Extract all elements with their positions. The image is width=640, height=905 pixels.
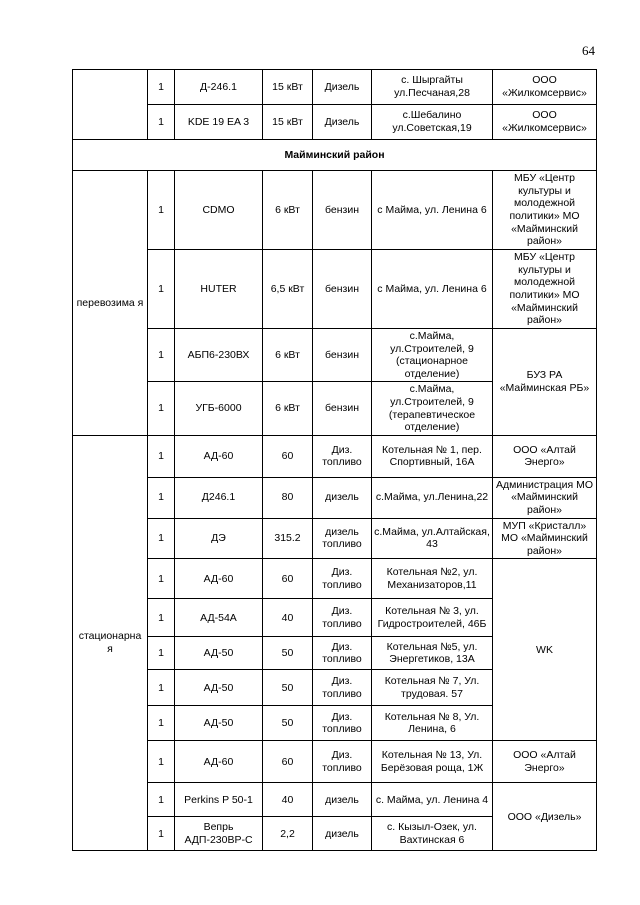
location-cell: с.Майма, ул.Алтайская, 43: [372, 518, 493, 559]
model-cell: Вепрь АДП-230ВР-С: [175, 817, 263, 851]
model-cell: АБП6-230ВХ: [175, 329, 263, 382]
fuel-cell: Диз. топливо: [313, 559, 372, 599]
model-cell: АД-60: [175, 741, 263, 783]
power-cell: 50: [263, 670, 313, 706]
model-cell: ДЭ: [175, 518, 263, 559]
location-cell: Котельная № 1, пер. Спортивный, 16А: [372, 435, 493, 477]
qty-cell: 1: [148, 329, 175, 382]
location-cell: с.Майма, ул.Ленина,22: [372, 477, 493, 518]
table-row: [73, 250, 597, 329]
owner-cell: Администрация МО «Майминский район»: [493, 477, 597, 518]
model-cell: АД-60: [175, 435, 263, 477]
qty-cell: 1: [148, 250, 175, 329]
fuel-cell: Диз. топливо: [313, 741, 372, 783]
type-cell-stationary: стационарна я: [73, 435, 148, 851]
power-cell: 15 кВт: [263, 70, 313, 105]
fuel-cell: бензин: [313, 171, 372, 250]
model-cell: АД-50: [175, 670, 263, 706]
type-cell-mobile: перевозима я: [73, 171, 148, 436]
fuel-cell: Диз. топливо: [313, 435, 372, 477]
qty-cell: 1: [148, 670, 175, 706]
qty-cell: 1: [148, 171, 175, 250]
location-cell: с Майма, ул. Ленина 6: [372, 250, 493, 329]
power-cell: 50: [263, 706, 313, 741]
table-row: [73, 329, 597, 382]
power-cell: 40: [263, 783, 313, 817]
generator-table: [72, 69, 597, 851]
power-cell: 315.2: [263, 518, 313, 559]
owner-cell: МУП «Кристалл» МО «Майминский район»: [493, 518, 597, 559]
power-cell: 80: [263, 477, 313, 518]
qty-cell: 1: [148, 783, 175, 817]
owner-cell: ООО «Алтай Энерго»: [493, 741, 597, 783]
owner-cell-shared: ООО «Дизель»: [493, 783, 597, 851]
model-cell: CDMO: [175, 171, 263, 250]
qty-cell: 1: [148, 741, 175, 783]
location-cell: Котельная № 8, Ул. Ленина, 6: [372, 706, 493, 741]
qty-cell: 1: [148, 477, 175, 518]
table-row: [73, 741, 597, 783]
page-number: 64: [582, 43, 595, 58]
fuel-cell: Диз. топливо: [313, 599, 372, 637]
location-cell: с. Кызыл-Озек, ул. Вахтинская 6: [372, 817, 493, 851]
fuel-cell: дизель: [313, 817, 372, 851]
section-row: [73, 140, 597, 171]
location-cell: с Майма, ул. Ленина 6: [372, 171, 493, 250]
owner-cell: МБУ «Центр культуры и молодежной политики» МО «Майминский район»: [493, 171, 597, 250]
model-cell: HUTER: [175, 250, 263, 329]
location-cell: с. Майма, ул. Ленина 4: [372, 783, 493, 817]
qty-cell: 1: [148, 382, 175, 435]
type-cell: [73, 70, 148, 140]
fuel-cell: бензин: [313, 329, 372, 382]
model-cell: АД-50: [175, 637, 263, 670]
fuel-cell: Диз. топливо: [313, 670, 372, 706]
power-cell: 40: [263, 599, 313, 637]
model-cell: Perkins P 50-1: [175, 783, 263, 817]
fuel-cell: Дизель: [313, 70, 372, 105]
fuel-cell: бензин: [313, 250, 372, 329]
table-row: [73, 70, 597, 105]
section-title: Майминский район: [73, 140, 597, 171]
location-cell: с.Майма, ул.Строителей, 9 (стационарное отделение): [372, 329, 493, 382]
model-cell: УГБ-6000: [175, 382, 263, 435]
location-cell: с.Майма, ул.Строителей, 9 (терапевтическое отделение): [372, 382, 493, 435]
location-cell: Котельная № 7, Ул. трудовая. 57: [372, 670, 493, 706]
power-cell: 6 кВт: [263, 329, 313, 382]
table-row: [73, 435, 597, 477]
location-cell: Котельная №5, ул. Энергетиков, 13А: [372, 637, 493, 670]
table-row: [73, 477, 597, 518]
table-row: [73, 171, 597, 250]
power-cell: 2,2: [263, 817, 313, 851]
table-row: [73, 105, 597, 140]
qty-cell: 1: [148, 559, 175, 599]
power-cell: 60: [263, 435, 313, 477]
fuel-cell: бензин: [313, 382, 372, 435]
power-cell: 60: [263, 559, 313, 599]
location-cell: с. Шыргайты ул.Песчаная,28: [372, 70, 493, 105]
location-cell: с.Шебалино ул.Советская,19: [372, 105, 493, 140]
owner-cell: ООО «Жилкомсервис»: [493, 70, 597, 105]
power-cell: 15 кВт: [263, 105, 313, 140]
model-cell: АД-54А: [175, 599, 263, 637]
table-row: [73, 518, 597, 559]
power-cell: 60: [263, 741, 313, 783]
qty-cell: 1: [148, 599, 175, 637]
location-cell: Котельная № 13, Ул. Берёзовая роща, 1Ж: [372, 741, 493, 783]
model-cell: Д246.1: [175, 477, 263, 518]
qty-cell: 1: [148, 817, 175, 851]
fuel-cell: дизель: [313, 783, 372, 817]
qty-cell: 1: [148, 70, 175, 105]
table-row: [73, 559, 597, 599]
qty-cell: 1: [148, 637, 175, 670]
qty-cell: 1: [148, 706, 175, 741]
owner-cell: ООО «Жилкомсервис»: [493, 105, 597, 140]
fuel-cell: Диз. топливо: [313, 706, 372, 741]
power-cell: 6,5 кВт: [263, 250, 313, 329]
fuel-cell: дизель топливо: [313, 518, 372, 559]
owner-cell: МБУ «Центр культуры и молодежной политики» МО «Майминский район»: [493, 250, 597, 329]
qty-cell: 1: [148, 518, 175, 559]
model-cell: KDE 19 EA 3: [175, 105, 263, 140]
power-cell: 6 кВт: [263, 382, 313, 435]
qty-cell: 1: [148, 435, 175, 477]
fuel-cell: Дизель: [313, 105, 372, 140]
model-cell: АД-60: [175, 559, 263, 599]
owner-cell-shared: WK: [493, 559, 597, 741]
model-cell: Д-246.1: [175, 70, 263, 105]
table-row: [73, 783, 597, 817]
owner-cell-shared: БУЗ РА «Майминская РБ»: [493, 329, 597, 436]
fuel-cell: Диз. топливо: [313, 637, 372, 670]
qty-cell: 1: [148, 105, 175, 140]
location-cell: Котельная № 3, ул. Гидростроителей, 46Б: [372, 599, 493, 637]
fuel-cell: дизель: [313, 477, 372, 518]
power-cell: 50: [263, 637, 313, 670]
owner-cell: ООО «Алтай Энерго»: [493, 435, 597, 477]
model-cell: АД-50: [175, 706, 263, 741]
location-cell: Котельная №2, ул. Механизаторов,11: [372, 559, 493, 599]
power-cell: 6 кВт: [263, 171, 313, 250]
